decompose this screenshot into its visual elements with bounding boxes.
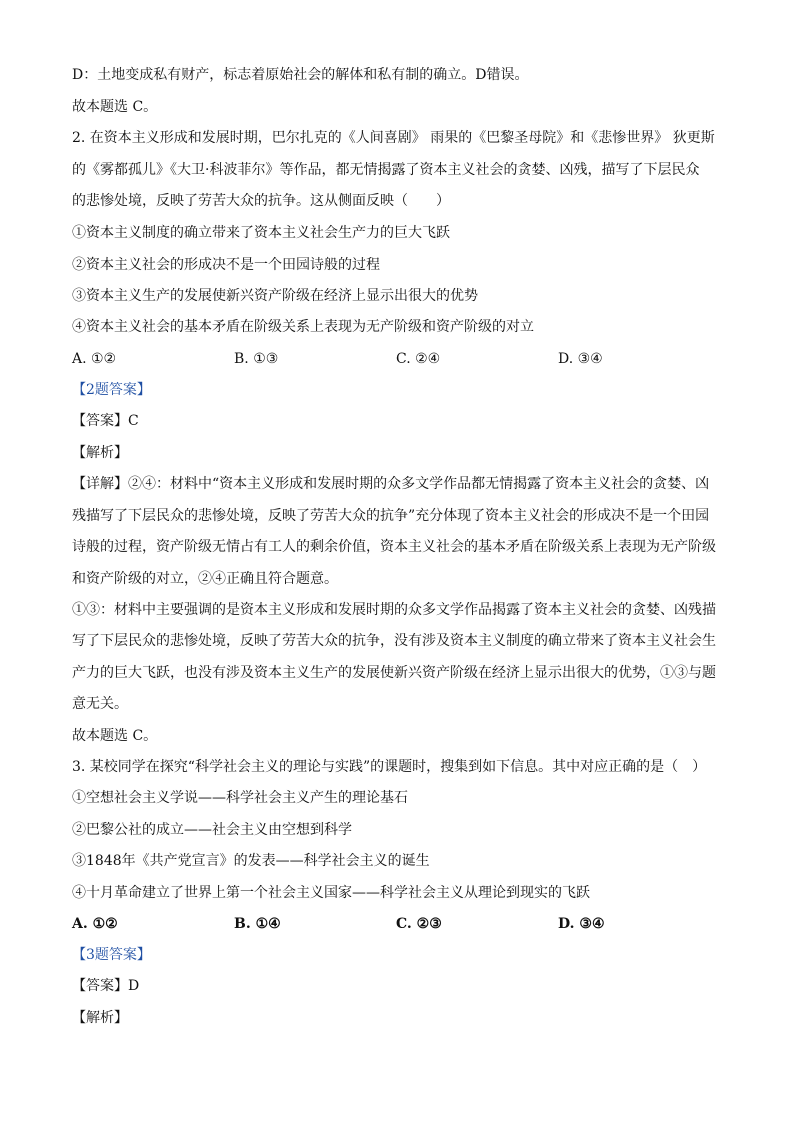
question-2-stem: 的悲惨处境，反映了劳苦大众的抗争。这从侧面反映（ ） [72, 193, 450, 209]
statement: ④十月革命建立了世界上第一个社会主义国家——科学社会主义从理论到现实的飞跃 [72, 885, 590, 901]
q3-option-b: B. ①④ [234, 916, 281, 932]
q2-option-d: D. ③④ [558, 351, 603, 367]
q3-option-a: A. ①② [72, 916, 118, 932]
answer-header: 【2题答案】 [72, 382, 151, 398]
analysis-label: 【解析】 [72, 445, 128, 461]
explanation-line: 诗般的过程，资产阶级无情占有工人的剩余价值，资本主义社会的基本矛盾在阶级关系上表现为无产阶级 [72, 539, 716, 555]
statement: ③资本主义生产的发展使新兴资产阶级在经济上显示出很大的优势 [72, 288, 478, 304]
statement: ①资本主义制度的确立带来了资本主义社会生产力的巨大飞跃 [72, 225, 450, 241]
question-2-stem: 2. 在资本主义形成和发展时期，巴尔扎克的《人间喜剧》 雨果的《巴黎圣母院》和《悲惨世界》 狄更斯 [72, 130, 715, 146]
analysis-label: 【解析】 [72, 1010, 128, 1026]
answer-header: 【3题答案】 [72, 947, 151, 963]
text-line: 故本题选 C。 [72, 728, 158, 744]
explanation-line: 和资产阶级的对立，②④正确且符合题意。 [72, 571, 338, 587]
text-line: 故本题选 C。 [72, 99, 158, 115]
statement: ①空想社会主义学说——科学社会主义产生的理论基石 [72, 790, 408, 806]
statement: ②资本主义社会的形成决不是一个田园诗般的过程 [72, 257, 380, 273]
explanation-line: 【详解】②④：材料中“资本主义形成和发展时期的众多文学作品都无情揭露了资本主义社会的贪婪、凶 [72, 476, 710, 492]
explanation-line: 写了下层民众的悲惨处境，反映了劳苦大众的抗争，没有涉及资本主义制度的确立带来了资本主义社会生 [72, 633, 716, 649]
explanation-line: ①③：材料中主要强调的是资本主义形成和发展时期的众多文学作品揭露了资本主义社会的贪婪、凶残描 [72, 602, 716, 618]
answer-line: 【答案】C [72, 413, 139, 429]
answer-line: 【答案】D [72, 978, 140, 994]
explanation-line: 残描写了下层民众的悲惨处境，反映了劳苦大众的抗争”充分体现了资本主义社会的形成决不是一个田园 [72, 508, 710, 524]
q2-option-c: C. ②④ [396, 351, 441, 367]
question-3-stem: 3. 某校同学在探究“科学社会主义的理论与实践”的课题时，搜集到如下信息。其中对应正确的是（ ） [72, 759, 707, 775]
question-2-stem: 的《雾都孤儿》《大卫·科波菲尔》等作品，都无情揭露了资本主义社会的贪婪、凶残，描写了下层民众 [72, 162, 700, 178]
statement: ③1848年《共产党宣言》的发表——科学社会主义的诞生 [72, 853, 430, 869]
q2-option-a: A. ①② [72, 351, 117, 367]
q3-option-d: D. ③④ [558, 916, 605, 932]
text-line: D：土地变成私有财产，标志着原始社会的解体和私有制的确立。D错误。 [72, 67, 529, 83]
explanation-line: 意无关。 [72, 696, 128, 712]
explanation-line: 产力的巨大飞跃，也没有涉及资本主义生产的发展使新兴资产阶级在经济上显示出很大的优势，①③与题 [72, 665, 716, 681]
q2-option-b: B. ①③ [234, 351, 279, 367]
statement: ④资本主义社会的基本矛盾在阶级关系上表现为无产阶级和资产阶级的对立 [72, 319, 534, 335]
q3-option-c: C. ②③ [396, 916, 442, 932]
statement: ②巴黎公社的成立——社会主义由空想到科学 [72, 822, 352, 838]
